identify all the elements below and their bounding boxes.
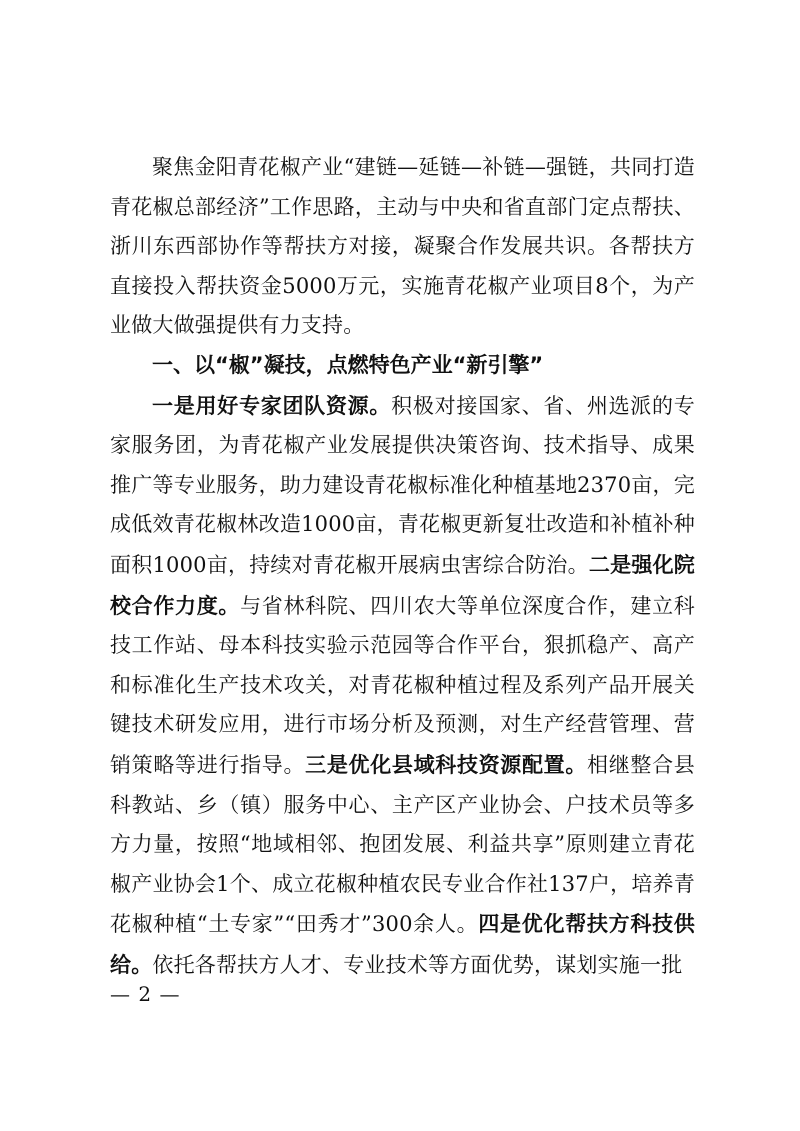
measure-3-text: 相继整合县科教站、乡（镇）服务中心、主产区产业协会、户技术员等多方力量，按照“地域相邻、抱团发展、利益共享”原则建立青花椒产业协会1个、成立花椒种植农民专业合作社137户，培养青花椒种植“土专家”“田秀才”300余人。	[110, 752, 695, 937]
measure-1-title: 一是用好专家团队资源。	[152, 392, 392, 418]
measure-2-title: 二是强化院校合作力度。	[110, 551, 695, 618]
measure-4-text: 依托各帮扶方人才、专业技术等方面优势，谋划实施一批	[152, 952, 683, 977]
measure-3-title: 三是优化县域科技资源配置。	[305, 751, 588, 777]
section-heading: 一、以“椒”凝技，点燃特色产业“新引擎”	[152, 352, 544, 377]
measure-1-text: 积极对接国家、省、州选派的专家服务团，为青花椒产业发展提供决策咨询、技术指导、成果推广等专业服务，助力建设青花椒标准化种植基地2370亩，完成低效青花椒林改造1000亩，青花椒更新复壮改造和补植补种面积1000亩，持续对青花椒开展病虫害综合防治。	[110, 393, 695, 577]
body-text	[110, 148, 695, 985]
measure-2-text: 与省林科院、四川农大等单位深度合作，建立科技工作站、母本科技实验示范园等合作平台，狠抓稳产、高产和标准化生产技术攻关，对青花椒种植过程及系列产品开展关键技术研发应用，进行市场分析及预测，对生产经营管理、营销策略等进行指导。	[110, 593, 695, 777]
measures-paragraph	[110, 386, 695, 986]
intro-paragraph: 聚焦金阳青花椒产业“建链—延链—补链—强链，共同打造青花椒总部经济”工作思路，主动与中央和省直部门定点帮扶、浙川东西部协作等帮扶方对接，凝聚合作发展共识。各帮扶方直接投入帮扶资金5000万元，实施青花椒产业项目8个，为产业做大做强提供有力支持。	[110, 155, 695, 338]
page-number: — 2 —	[110, 982, 181, 1006]
measure-4-title: 四是优化帮扶方科技供给。	[110, 911, 695, 977]
